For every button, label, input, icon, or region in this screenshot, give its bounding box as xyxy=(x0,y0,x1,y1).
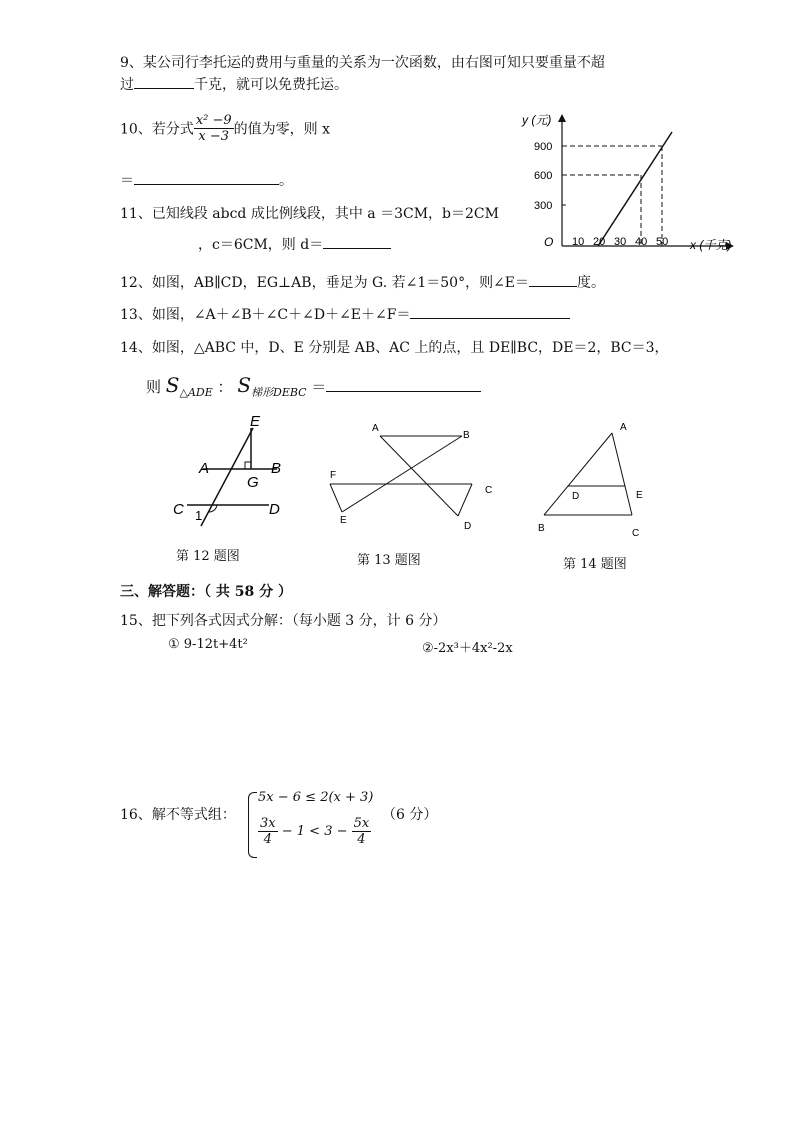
side-ac xyxy=(612,433,632,515)
q13-answer-blank[interactable] xyxy=(410,304,570,319)
label-e: E xyxy=(250,413,261,430)
label-d: D xyxy=(464,521,472,532)
q16-inequality-1: 5x − 6 ≤ 2(x + 3) xyxy=(258,790,374,805)
q13-text: 13、如图，∠A＋∠B＋∠C＋∠D＋∠E＋∠F＝ xyxy=(120,307,411,323)
q16-inequality-2 xyxy=(258,816,371,847)
x-axis-label: x (千克) xyxy=(690,238,732,252)
q10-denominator: x −3 xyxy=(198,129,230,144)
label-b: B xyxy=(271,460,282,477)
section-3-title: 三、解答题：（ 共 58 分 ） xyxy=(120,584,292,600)
x-tick-label-20: 20 xyxy=(593,236,606,248)
q16-frac-1 xyxy=(258,816,278,847)
label-a: A xyxy=(372,423,379,434)
q16-inequality-system xyxy=(248,786,388,864)
segment-cd xyxy=(458,484,472,516)
q16-inequality-2-mid: − 1 < 3 − xyxy=(281,824,348,839)
q14-s2-sub: 梯形DEBC xyxy=(251,386,307,399)
q16-frac-2-den: 4 xyxy=(357,832,366,847)
q10-post: 的值为零，则 x xyxy=(233,121,331,138)
q14-answer-blank[interactable] xyxy=(326,377,481,392)
q16-frac-1-num: 3x xyxy=(260,816,276,831)
q10-end: 。 xyxy=(279,173,293,189)
label-c: C xyxy=(485,485,493,496)
q11-line2-text: ，c＝6CM，则 d＝ xyxy=(198,237,324,253)
label-b: B xyxy=(538,523,545,534)
question-14: 14、如图，△ABC 中，D、E 分别是 AB、AC 上的点，且 DE∥BC，DE＝2，BC＝3， xyxy=(120,340,669,356)
question-15: 15、把下列各式因式分解：（每小题 3 分，计 6 分） xyxy=(120,613,447,629)
question-14-ratio-line xyxy=(146,373,481,400)
q9-pre: 过 xyxy=(120,77,134,93)
y-tick-label-300: 300 xyxy=(534,200,553,212)
y-axis-label: y (元) xyxy=(522,113,552,127)
q14-s1: S xyxy=(165,373,180,397)
y-axis-arrow xyxy=(558,114,566,122)
label-g: G xyxy=(247,474,259,491)
q9-answer-blank[interactable] xyxy=(134,74,194,89)
label-e: E xyxy=(340,515,347,526)
q16-frac-2 xyxy=(352,816,372,847)
figure-13-caption: 第 13 题图 xyxy=(357,553,421,568)
q16-brace xyxy=(248,792,257,858)
q15-part-a: ① 9-12t+4t² xyxy=(168,637,248,652)
figure-12 xyxy=(165,410,295,540)
x-tick-label-10: 10 xyxy=(572,236,585,248)
label-e: E xyxy=(636,490,643,501)
q10-fraction xyxy=(194,113,234,144)
q16-frac-1-den: 4 xyxy=(263,832,272,847)
q14-ratio-pre: 则 xyxy=(146,378,162,396)
q10-eq: ＝ xyxy=(120,173,134,189)
question-11-line-2 xyxy=(198,234,391,254)
label-a: A xyxy=(199,460,210,477)
label-f: F xyxy=(330,470,337,481)
label-a: A xyxy=(620,422,627,433)
q16-score: （6 分） xyxy=(382,807,438,823)
q14-eq: ＝ xyxy=(311,378,327,396)
q15-part-b: ②-2x³＋4x²-2x xyxy=(422,641,513,656)
q10-answer-blank[interactable] xyxy=(134,170,279,185)
origin-label: O xyxy=(544,235,554,249)
question-11-line-1: 11、已知线段 abcd 成比例线段，其中 a ＝3CM，b＝2CM xyxy=(120,206,499,222)
q12-answer-blank[interactable] xyxy=(529,272,577,287)
x-tick-label-50: 50 xyxy=(656,236,669,248)
question-9-line-2 xyxy=(120,74,348,94)
q14-s2: S xyxy=(237,373,252,397)
figure-13 xyxy=(322,418,502,540)
q14-s1-sub: △ADE xyxy=(179,386,213,399)
segment-ad xyxy=(380,436,458,516)
question-10 xyxy=(120,113,330,144)
q9-post: 千克，就可以免费托运。 xyxy=(194,77,348,93)
q16-frac-2-num: 5x xyxy=(353,816,370,831)
label-c: C xyxy=(632,528,640,539)
question-9-line-1: 9、某公司行李托运的费用与重量的关系为一次函数，由右图可知只要重量不超 xyxy=(120,55,605,71)
side-ab xyxy=(544,433,612,515)
q10-numerator: x² −9 xyxy=(195,113,232,128)
x-tick-label-40: 40 xyxy=(635,236,648,248)
segment-be xyxy=(342,436,462,512)
fee-weight-graph xyxy=(510,108,740,256)
segment-fe xyxy=(330,484,342,512)
y-tick-label-900: 900 xyxy=(534,141,553,153)
figure-14-caption: 第 14 题图 xyxy=(563,557,627,572)
label-1: 1 xyxy=(195,508,203,523)
label-b: B xyxy=(463,430,470,441)
q11-answer-blank[interactable] xyxy=(323,234,391,249)
right-angle-mark xyxy=(245,462,251,469)
question-12 xyxy=(120,272,605,292)
figure-12-caption: 第 12 题图 xyxy=(176,549,240,564)
question-13 xyxy=(120,304,570,324)
q12-post: 度。 xyxy=(577,275,606,291)
label-d: D xyxy=(269,501,280,518)
y-tick-label-600: 600 xyxy=(534,170,553,182)
question-10-answer-line xyxy=(120,170,293,190)
x-tick-label-30: 30 xyxy=(614,236,627,248)
label-c: C xyxy=(173,501,184,518)
q14-colon: ： xyxy=(217,378,233,396)
function-line xyxy=(598,132,672,246)
question-16-label: 16、解不等式组： xyxy=(120,807,236,823)
figure-14 xyxy=(532,415,652,540)
transversal xyxy=(201,428,253,526)
q12-text: 12、如图，AB∥CD，EG⊥AB，垂足为 G. 若∠1＝50°，则∠E＝ xyxy=(120,275,530,291)
q10-pre: 10、若分式 xyxy=(120,121,194,138)
label-d: D xyxy=(572,491,580,502)
